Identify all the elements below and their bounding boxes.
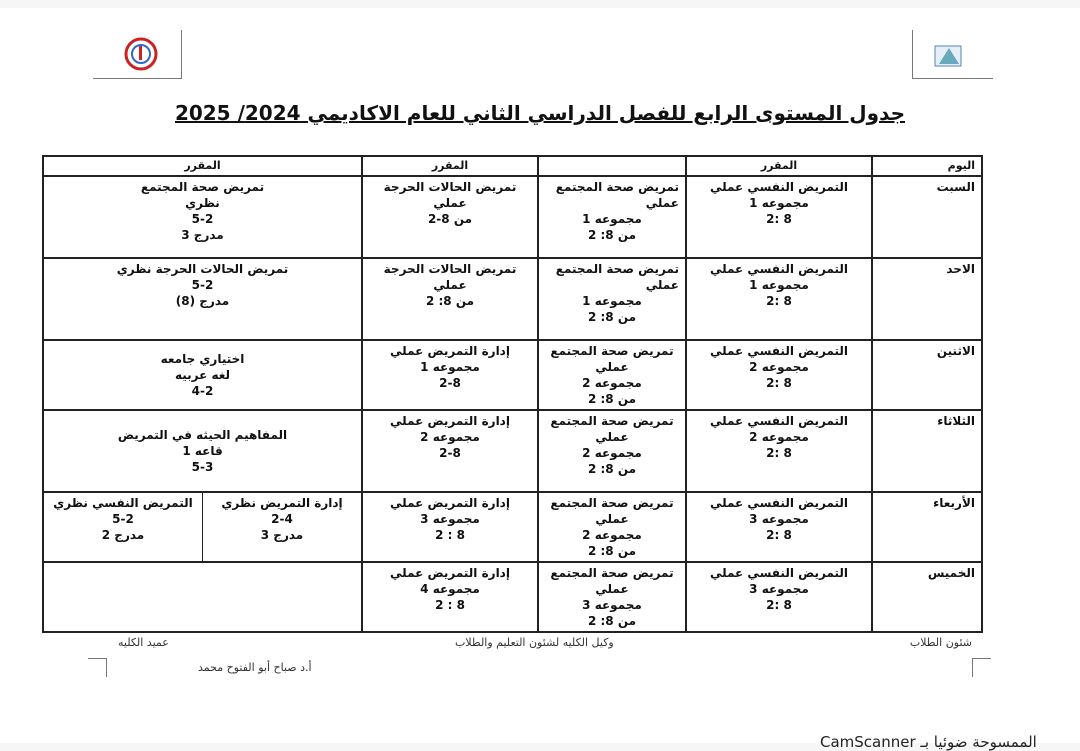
header-course: المقرر xyxy=(686,156,872,176)
course-cell: إدارة التمريض عملي مجموعه 4 8 : 2 xyxy=(362,562,538,632)
course-subcell: إدارة التمريض نظري 2-4 مدرج 3 xyxy=(221,496,343,542)
course-cell: تمريض صحة المجتمع عملي مجموعه 2 من 8: 2 xyxy=(538,410,686,492)
day-cell: الثلاثاء xyxy=(872,410,982,492)
header-course: المقرر xyxy=(43,156,362,176)
scanner-watermark: الممسوحة ضوئيا بـ CamScanner xyxy=(820,733,1037,751)
course-cell-empty xyxy=(43,562,362,632)
day-cell: الاحد xyxy=(872,258,982,340)
corner-mark xyxy=(972,658,991,677)
footer-vice-dean: وكيل الكليه لشئون التعليم والطلاب xyxy=(455,636,614,649)
header-row xyxy=(43,156,982,176)
faculty-logo-left xyxy=(93,30,182,79)
course-cell: إدارة التمريض عملي مجموعه 2 2-8 xyxy=(362,410,538,492)
course-cell: تمريض صحة المجتمع عملي مجموعه 1 من 8: 2 xyxy=(538,258,686,340)
schedule-table xyxy=(42,155,983,633)
course-cell: التمريض النفسي عملي مجموعه 2 8 :2 xyxy=(686,410,872,492)
course-cell: إدارة التمريض عملي مجموعه 1 2-8 xyxy=(362,340,538,410)
header-day: اليوم xyxy=(872,156,982,176)
course-cell: التمريض النفسي عملي مجموعه 1 8 :2 xyxy=(686,176,872,258)
header-blank xyxy=(538,156,686,176)
course-cell: تمريض الحالات الحرجة نظري 5-2 مدرج (8) xyxy=(43,258,362,340)
course-cell: التمريض النفسي عملي مجموعه 3 8 :2 xyxy=(686,562,872,632)
day-cell: الاثنين xyxy=(872,340,982,410)
footer-dean-name: أ.د صباح أبو الفتوح محمد xyxy=(198,661,312,674)
course-cell: تمريض الحالات الحرجة عملي من 8: 2 xyxy=(362,258,538,340)
corner-mark xyxy=(88,658,107,677)
footer-dean: عميد الكليه xyxy=(118,636,169,649)
course-cell-split xyxy=(43,492,362,562)
course-cell: التمريض النفسي عملي مجموعه 3 8 :2 xyxy=(686,492,872,562)
page-title: جدول المستوى الرابع للفصل الدراسي الثاني للعام الاكاديمي 2024/ 2025 xyxy=(174,101,906,125)
table-row xyxy=(43,258,982,340)
day-cell: الأربعاء xyxy=(872,492,982,562)
course-cell: تمريض صحة المجتمع عملي مجموعه 1 من 8: 2 xyxy=(538,176,686,258)
table-row xyxy=(43,410,982,492)
day-cell: الخميس xyxy=(872,562,982,632)
table-row xyxy=(43,492,982,562)
course-cell: تمريض الحالات الحرجة عملي من 8-2 xyxy=(362,176,538,258)
course-cell: تمريض صحة المجتمع عملي مجموعه 2 من 8: 2 xyxy=(538,492,686,562)
course-cell: تمريض صحة المجتمع عملي مجموعه 2 من 8: 2 xyxy=(538,340,686,410)
course-cell: المفاهيم الحيثه في التمريض قاعه 1 5-3 xyxy=(43,410,362,492)
course-cell: التمريض النفسي عملي مجموعه 1 8 :2 xyxy=(686,258,872,340)
table-row xyxy=(43,340,982,410)
footer-students-affairs: شئون الطلاب xyxy=(909,636,972,649)
table-row xyxy=(43,562,982,632)
course-cell: تمريض صحة المجتمع نظري 5-2 مدرج 3 xyxy=(43,176,362,258)
course-cell: اختياري جامعه لغه عربيه 4-2 xyxy=(43,340,362,410)
course-cell: التمريض النفسي عملي مجموعه 2 8 :2 xyxy=(686,340,872,410)
course-cell: إدارة التمريض عملي مجموعه 3 8 : 2 xyxy=(362,492,538,562)
course-cell: تمريض صحة المجتمع عملي مجموعه 3 من 8: 2 xyxy=(538,562,686,632)
table-row xyxy=(43,176,982,258)
header-course: المقرر xyxy=(362,156,538,176)
university-logo-right xyxy=(912,30,993,79)
course-subcell: التمريض النفسي نظري 5-2 مدرج 2 xyxy=(44,493,203,561)
day-cell: السبت xyxy=(872,176,982,258)
